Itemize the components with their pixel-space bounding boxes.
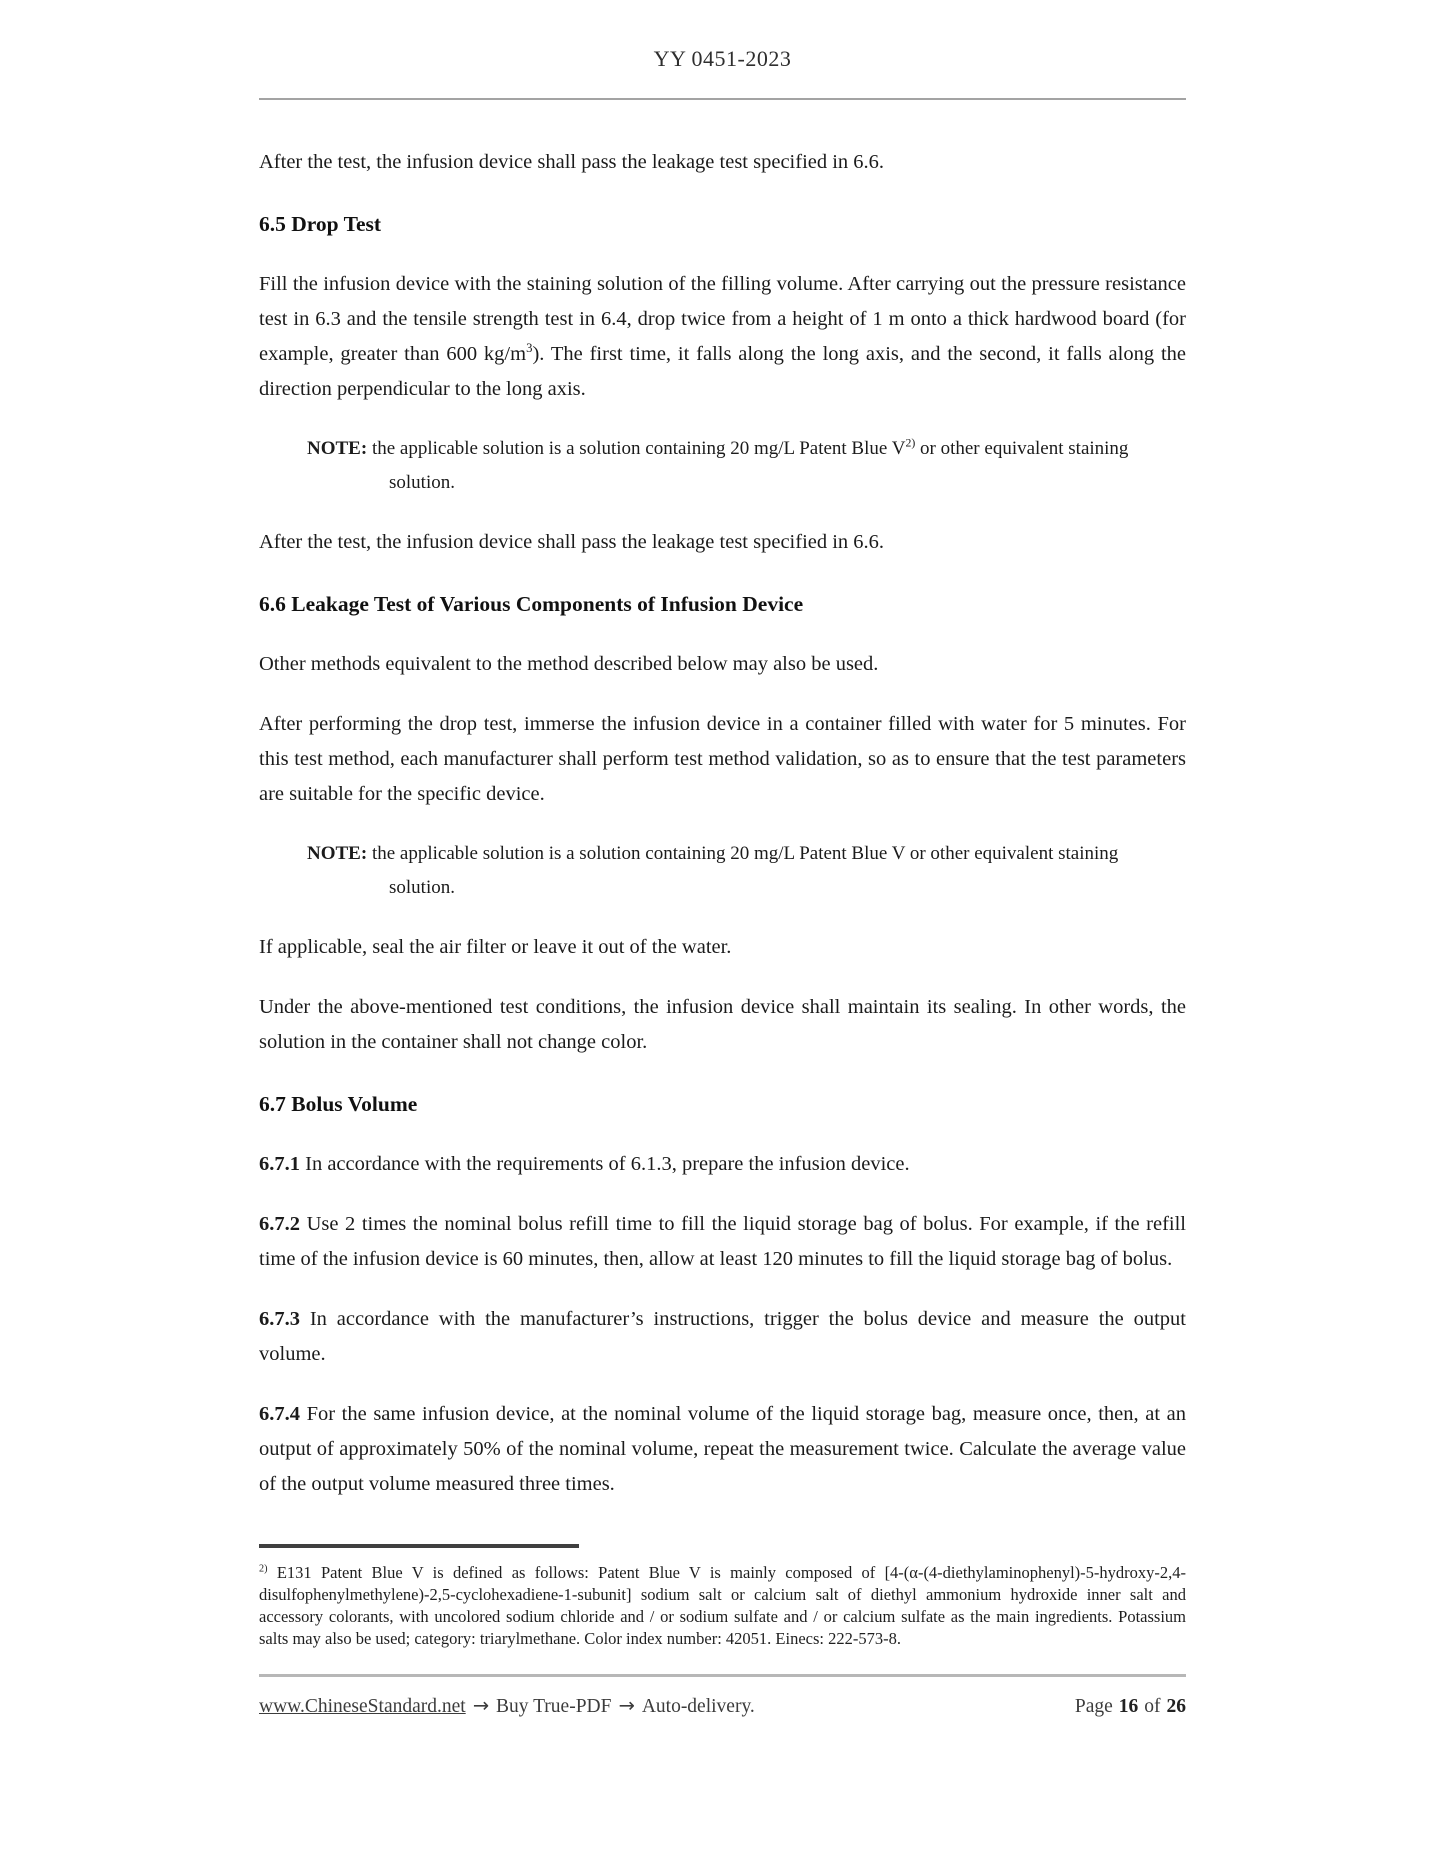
note-1 xyxy=(307,432,1186,500)
footer-action-buy-pdf: Buy True-PDF xyxy=(496,1696,612,1717)
clause-number: 6.7.3 xyxy=(259,1308,300,1330)
page-header xyxy=(259,46,1186,100)
footer-divider xyxy=(259,1674,1186,1677)
text-segment: In accordance with the requirements of 6.1.3, prepare the infusion device. xyxy=(300,1153,910,1175)
paragraph-other-methods: Other methods equivalent to the method described below may also be used. xyxy=(259,653,879,675)
document-number: YY 0451-2023 xyxy=(653,46,792,71)
text-segment: For the same infusion device, at the nominal volume of the liquid storage bag, measure once, then, at an output of approximately 50% of the nominal volume, repeat the measurement twice. Calculate the average value of the output volume measured three times. xyxy=(259,1403,1186,1495)
paragraph-if-applicable: If applicable, seal the air filter or leave it out of the water. xyxy=(259,936,732,958)
clause-number: 6.7.4 xyxy=(259,1403,300,1425)
document-body xyxy=(259,145,1186,1650)
right-arrow-icon: → xyxy=(618,1694,635,1717)
heading-6-6-leakage-test: 6.6 Leakage Test of Various Components of Infusion Device xyxy=(259,592,804,616)
clause-number: 6.7.1 xyxy=(259,1153,300,1175)
heading-6-7-bolus-volume: 6.7 Bolus Volume xyxy=(259,1092,418,1116)
note-label: NOTE: xyxy=(307,438,368,459)
paragraph-drop-test xyxy=(259,267,1186,407)
text-segment: Use 2 times the nominal bolus refill time to fill the liquid storage bag of bolus. For example, if the refill time of the infusion device is 60 minutes, then, allow at least 120 minutes to fill the liquid storage bag of bolus. xyxy=(259,1213,1186,1270)
paragraph-6-7-3 xyxy=(259,1302,1186,1372)
page-footer xyxy=(259,1674,1186,1720)
text-segment: or other equivalent staining solution. xyxy=(389,438,1129,493)
text-segment: the applicable solution is a solution containing 20 mg/L Patent Blue V or other equivalent staining solution. xyxy=(367,843,1119,898)
paragraph-after-test-1: After the test, the infusion device shall pass the leakage test specified in 6.6. xyxy=(259,151,885,173)
footnote-divider xyxy=(259,1544,579,1548)
footer-branding xyxy=(259,1692,755,1720)
note-label: NOTE: xyxy=(307,843,368,864)
paragraph-6-7-2 xyxy=(259,1207,1186,1277)
text-segment: In accordance with the manufacturer’s instructions, trigger the bolus device and measure the output volume. xyxy=(259,1308,1186,1365)
paragraph-6-7-1 xyxy=(259,1147,1186,1182)
text-segment: ). The first time, it falls along the long axis, and the second, it falls along the direction perpendicular to the long axis. xyxy=(259,343,1186,400)
text-segment: E131 Patent Blue V is defined as follows: Patent Blue V is mainly composed of [4-(α-(4-diethylaminophenyl)-5-hydroxy-2,4-disulfophenylmethylene)-2,5-cyclohexadiene-1-subunit] sodium salt or calcium salt of diethyl ammonium hydroxide inner salt and accessory colorants, with uncolored sodium chloride and / or sodium sulfate and / or calcium sulfate as the main ingredients. Potassium salts may also be used; category: triarylmethane. Color index number: 42051. Einecs: 222-573-8. xyxy=(259,1563,1186,1648)
right-arrow-icon: → xyxy=(472,1694,490,1717)
note-2 xyxy=(307,837,1186,905)
text-segment: the applicable solution is a solution containing 20 mg/L Patent Blue V xyxy=(367,438,906,459)
paragraph-6-7-4 xyxy=(259,1397,1186,1502)
page-indicator xyxy=(1075,1693,1186,1720)
of-label: of xyxy=(1144,1696,1161,1717)
site-link[interactable]: www.ChineseStandard.net xyxy=(259,1696,466,1717)
total-pages: 26 xyxy=(1166,1696,1186,1717)
footnote-e131 xyxy=(259,1562,1186,1650)
current-page-number: 16 xyxy=(1118,1696,1139,1717)
paragraph-after-performing: After performing the drop test, immerse the infusion device in a container filled with water for 5 minutes. For this test method, each manufacturer shall perform test method validation, so as to ensure that the test parameters are suitable for the specific device. xyxy=(259,713,1186,805)
page-label: Page xyxy=(1074,1696,1113,1717)
clause-number: 6.7.2 xyxy=(259,1213,300,1235)
paragraph-after-test-2: After the test, the infusion device shall pass the leakage test specified in 6.6. xyxy=(259,531,885,553)
header-divider xyxy=(259,98,1186,100)
text-segment: Fill the infusion device with the staining solution of the filling volume. After carrying out the pressure resistance test in 6.3 and the tensile strength test in 6.4, drop twice from a height of 1 m onto a thick hardwood board (for example, greater than 600 kg/m xyxy=(259,273,1186,365)
footnote-marker-2: 2) xyxy=(259,1563,268,1575)
heading-6-5-drop-test: 6.5 Drop Test xyxy=(259,212,382,236)
superscript-cubed: 3 xyxy=(526,341,533,356)
paragraph-under-conditions: Under the above-mentioned test conditions, the infusion device shall maintain its sealing. In other words, the solution in the container shall not change color. xyxy=(259,996,1186,1053)
footer-action-auto-delivery: Auto-delivery. xyxy=(641,1696,755,1717)
footnote-reference-2: 2) xyxy=(905,436,916,450)
